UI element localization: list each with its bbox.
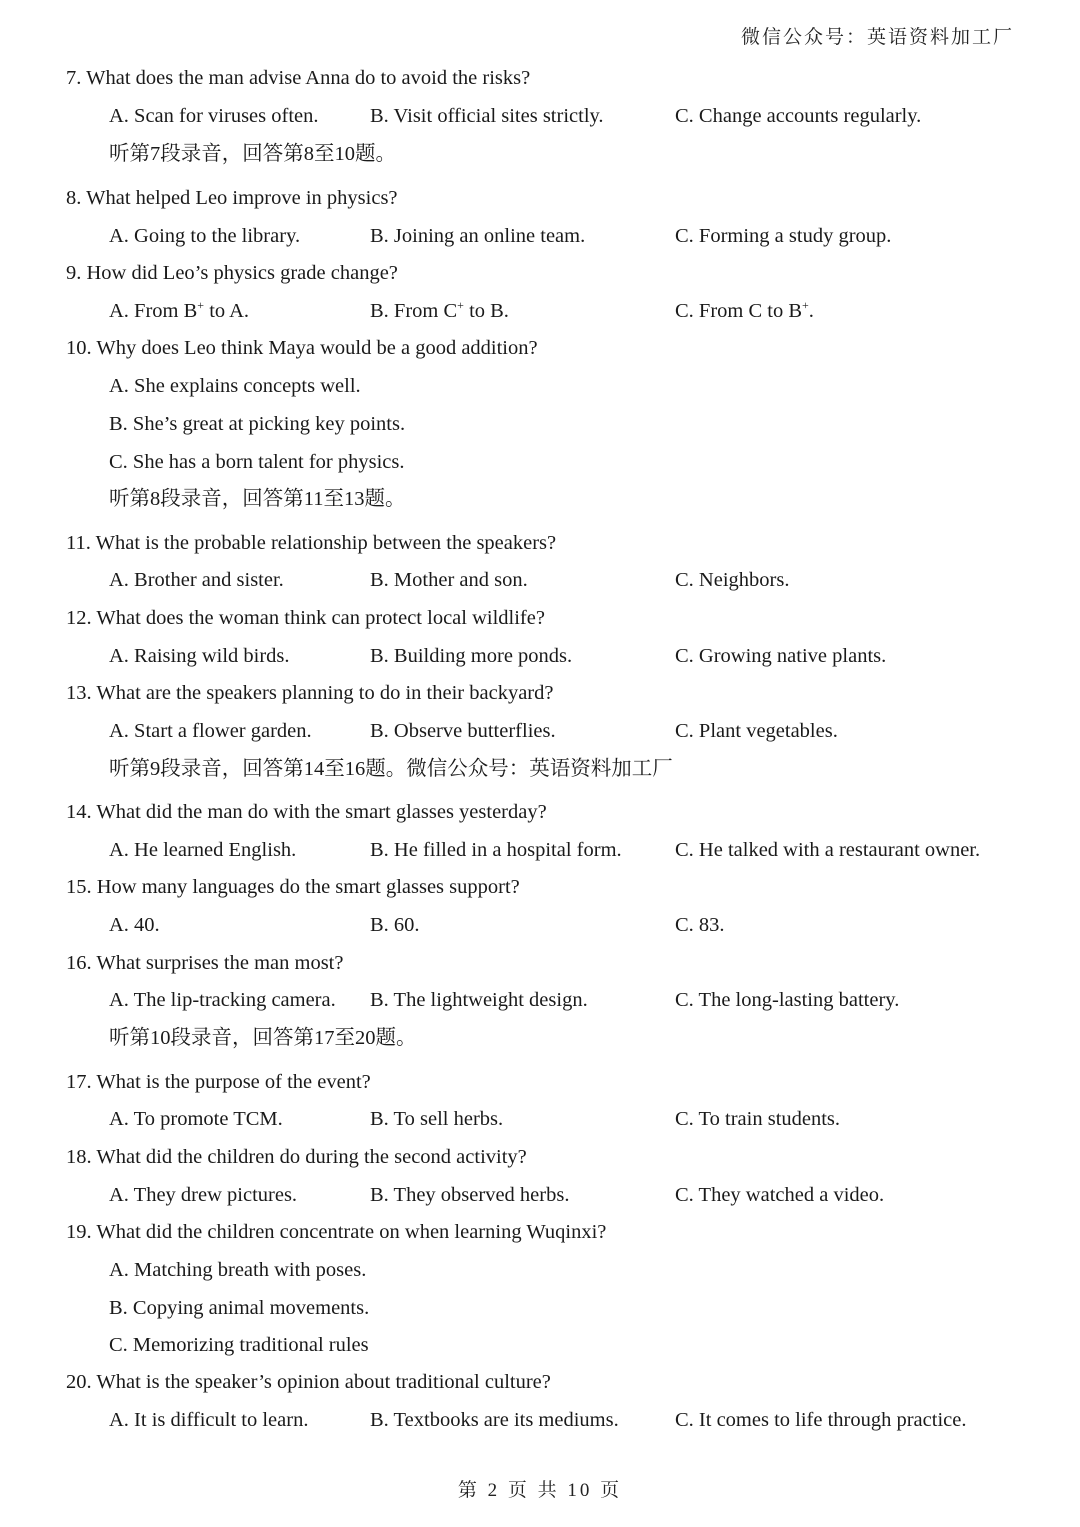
q13-option-b: B. Observe butterflies. xyxy=(370,720,556,742)
q13-option-c: C. Plant vegetables. xyxy=(675,720,838,742)
q14-option-b: B. He filled in a hospital form. xyxy=(370,839,622,861)
q7-option-c: C. Change accounts regularly. xyxy=(675,105,922,127)
q8-option-c: C. Forming a study group. xyxy=(675,225,892,247)
question-11: 11. What is the probable relationship between the speakers? xyxy=(66,532,557,554)
q20-option-c: C. It comes to life through practice. xyxy=(675,1409,967,1431)
q18-option-a: A. They drew pictures. xyxy=(109,1184,298,1206)
q20-option-a: A. It is difficult to learn. xyxy=(109,1409,309,1431)
q7-option-b: B. Visit official sites strictly. xyxy=(370,105,604,127)
q14-option-c: C. He talked with a restaurant owner. xyxy=(675,839,981,861)
q12-option-a: A. Raising wild birds. xyxy=(109,645,290,667)
q17-option-b: B. To sell herbs. xyxy=(370,1108,504,1130)
question-20: 20. What is the speaker’s opinion about traditional culture? xyxy=(66,1371,551,1393)
question-7: 7. What does the man advise Anna do to avoid the risks? xyxy=(66,67,531,89)
q15-option-c: C. 83. xyxy=(675,914,725,936)
section-8-instruction: 听第8段录音，回答第11至13题。 xyxy=(109,488,406,510)
question-14: 14. What did the man do with the smart glasses yesterday? xyxy=(66,801,547,823)
q12-option-c: C. Growing native plants. xyxy=(675,645,887,667)
question-16: 16. What surprises the man most? xyxy=(66,952,344,974)
q17-option-c: C. To train students. xyxy=(675,1108,841,1130)
page-number-footer: 第 2 页 共 10 页 xyxy=(457,1480,623,1501)
question-9: 9. How did Leo’s physics grade change? xyxy=(66,262,398,284)
question-19: 19. What did the children concentrate on when learning Wuqinxi? xyxy=(66,1221,607,1243)
q20-option-b: B. Textbooks are its mediums. xyxy=(370,1409,619,1431)
question-13: 13. What are the speakers planning to do in their backyard? xyxy=(66,682,554,704)
q11-option-c: C. Neighbors. xyxy=(675,569,790,591)
q11-option-b: B. Mother and son. xyxy=(370,569,528,591)
q18-option-b: B. They observed herbs. xyxy=(370,1184,570,1206)
q19-option-a: A. Matching breath with poses. xyxy=(109,1259,367,1281)
question-12: 12. What does the woman think can protect local wildlife? xyxy=(66,607,545,629)
q10-option-c: C. She has a born talent for physics. xyxy=(109,451,405,473)
q14-option-a: A. He learned English. xyxy=(109,839,297,861)
q7-option-a: A. Scan for viruses often. xyxy=(109,105,319,127)
q16-option-a: A. The lip-tracking camera. xyxy=(109,989,336,1011)
q12-option-b: B. Building more ponds. xyxy=(370,645,573,667)
q16-option-c: C. The long-lasting battery. xyxy=(675,989,900,1011)
q15-option-a: A. 40. xyxy=(109,914,160,936)
q10-option-a: A. She explains concepts well. xyxy=(109,375,361,397)
q17-option-a: A. To promote TCM. xyxy=(109,1108,283,1130)
q19-option-c: C. Memorizing traditional rules xyxy=(109,1334,369,1356)
question-17: 17. What is the purpose of the event? xyxy=(66,1071,371,1093)
q16-option-b: B. The lightweight design. xyxy=(370,989,588,1011)
section-10-instruction: 听第10段录音，回答第17至20题。 xyxy=(109,1027,417,1049)
q8-option-a: A. Going to the library. xyxy=(109,225,301,247)
q13-option-a: A. Start a flower garden. xyxy=(109,720,312,742)
q9-option-a: A. From B+ to A. xyxy=(109,298,250,322)
question-10: 10. Why does Leo think Maya would be a good addition? xyxy=(66,337,538,359)
q10-option-b: B. She’s great at picking key points. xyxy=(109,413,406,435)
q15-option-b: B. 60. xyxy=(370,914,420,936)
q9-option-c: C. From C to B+. xyxy=(675,298,814,322)
q8-option-b: B. Joining an online team. xyxy=(370,225,586,247)
section-9-instruction: 听第9段录音，回答第14至16题。微信公众号：英语资料加工厂 xyxy=(109,758,673,780)
question-8: 8. What helped Leo improve in physics? xyxy=(66,187,398,209)
section-7-instruction: 听第7段录音，回答第8至10题。 xyxy=(109,143,396,165)
q18-option-c: C. They watched a video. xyxy=(675,1184,885,1206)
page-header-watermark: 微信公众号：英语资料加工厂 xyxy=(740,27,1014,48)
q9-option-b: B. From C+ to B. xyxy=(370,298,509,322)
q11-option-a: A. Brother and sister. xyxy=(109,569,284,591)
question-18: 18. What did the children do during the second activity? xyxy=(66,1146,527,1168)
q19-option-b: B. Copying animal movements. xyxy=(109,1297,370,1319)
question-15: 15. How many languages do the smart glasses support? xyxy=(66,876,520,898)
